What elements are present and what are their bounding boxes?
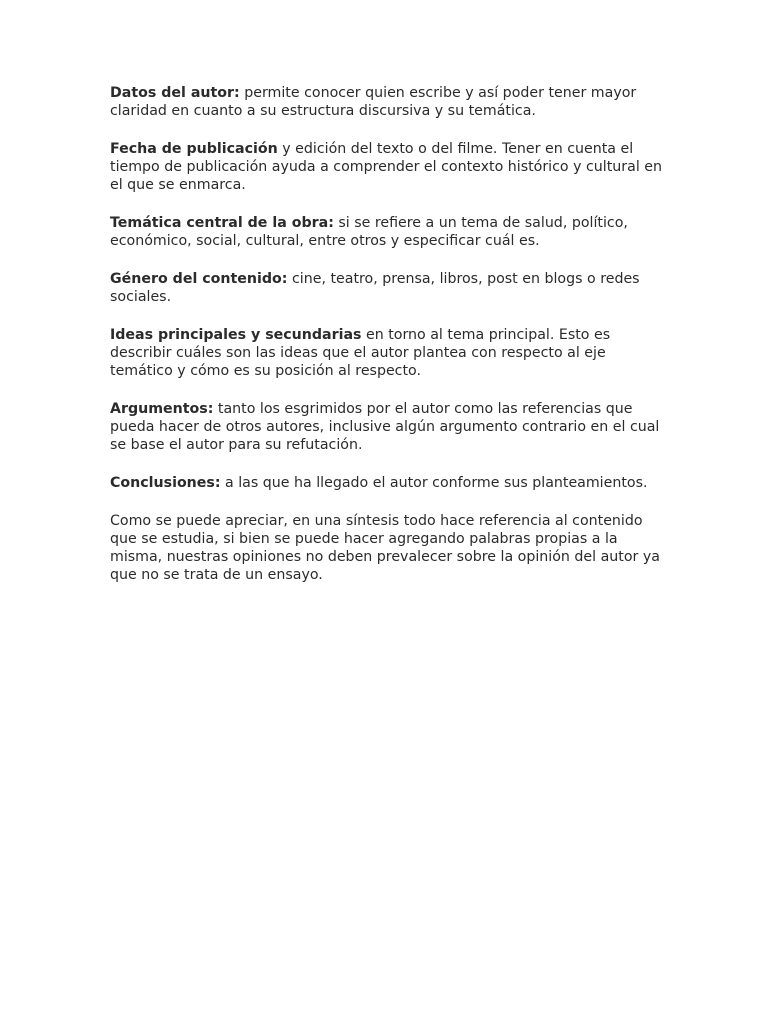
paragraph-heading: Datos del autor: [110, 85, 240, 101]
paragraph-text: en torno al tema principal. Esto es describir cuáles son las ideas que el autor plantea con respecto al eje temático y cómo es su posición al respecto. [110, 327, 611, 379]
paragraph-fecha-de-publicacion [110, 140, 670, 194]
paragraph-argumentos [110, 400, 670, 454]
paragraph-heading: Género del contenido: [110, 271, 288, 287]
paragraph-ideas-principales [110, 326, 670, 380]
paragraph-conclusiones [110, 474, 670, 492]
paragraph-text: si se refiere a un tema de salud, político, económico, social, cultural, entre otros y especificar cuál es. [110, 215, 628, 249]
paragraph-text: tanto los esgrimidos por el autor como las referencias que pueda hacer de otros autores, inclusive algún argumento contrario en el cual se base el autor para su refutación. [110, 401, 660, 453]
document-page [110, 84, 670, 584]
paragraph-heading: Fecha de publicación [110, 141, 278, 157]
paragraph-genero-del-contenido [110, 270, 670, 306]
paragraph-text: a las que ha llegado el autor conforme sus planteamientos. [220, 475, 648, 491]
paragraph-text: permite conocer quien escribe y así poder tener mayor claridad en cuanto a su estructura discursiva y su temática. [110, 85, 637, 119]
paragraph-closing-note [110, 512, 670, 584]
paragraph-heading: Ideas principales y secundarias [110, 327, 362, 343]
paragraph-text: cine, teatro, prensa, libros, post en blogs o redes sociales. [110, 271, 640, 305]
paragraph-heading: Temática central de la obra: [110, 215, 334, 231]
paragraph-text: y edición del texto o del filme. Tener en cuenta el tiempo de publicación ayuda a comprender el contexto histórico y cultural en el que se enmarca. [110, 141, 662, 193]
paragraph-text: Como se puede apreciar, en una síntesis todo hace referencia al contenido que se estudia, si bien se puede hacer agregando palabras propias a la misma, nuestras opiniones no deben prevalecer sobre la opinión del autor ya que no se trata de un ensayo. [110, 513, 660, 583]
paragraph-datos-del-autor [110, 84, 670, 120]
paragraph-heading: Conclusiones: [110, 475, 221, 491]
paragraph-tematica-central [110, 214, 670, 250]
paragraph-heading: Argumentos: [110, 401, 214, 417]
